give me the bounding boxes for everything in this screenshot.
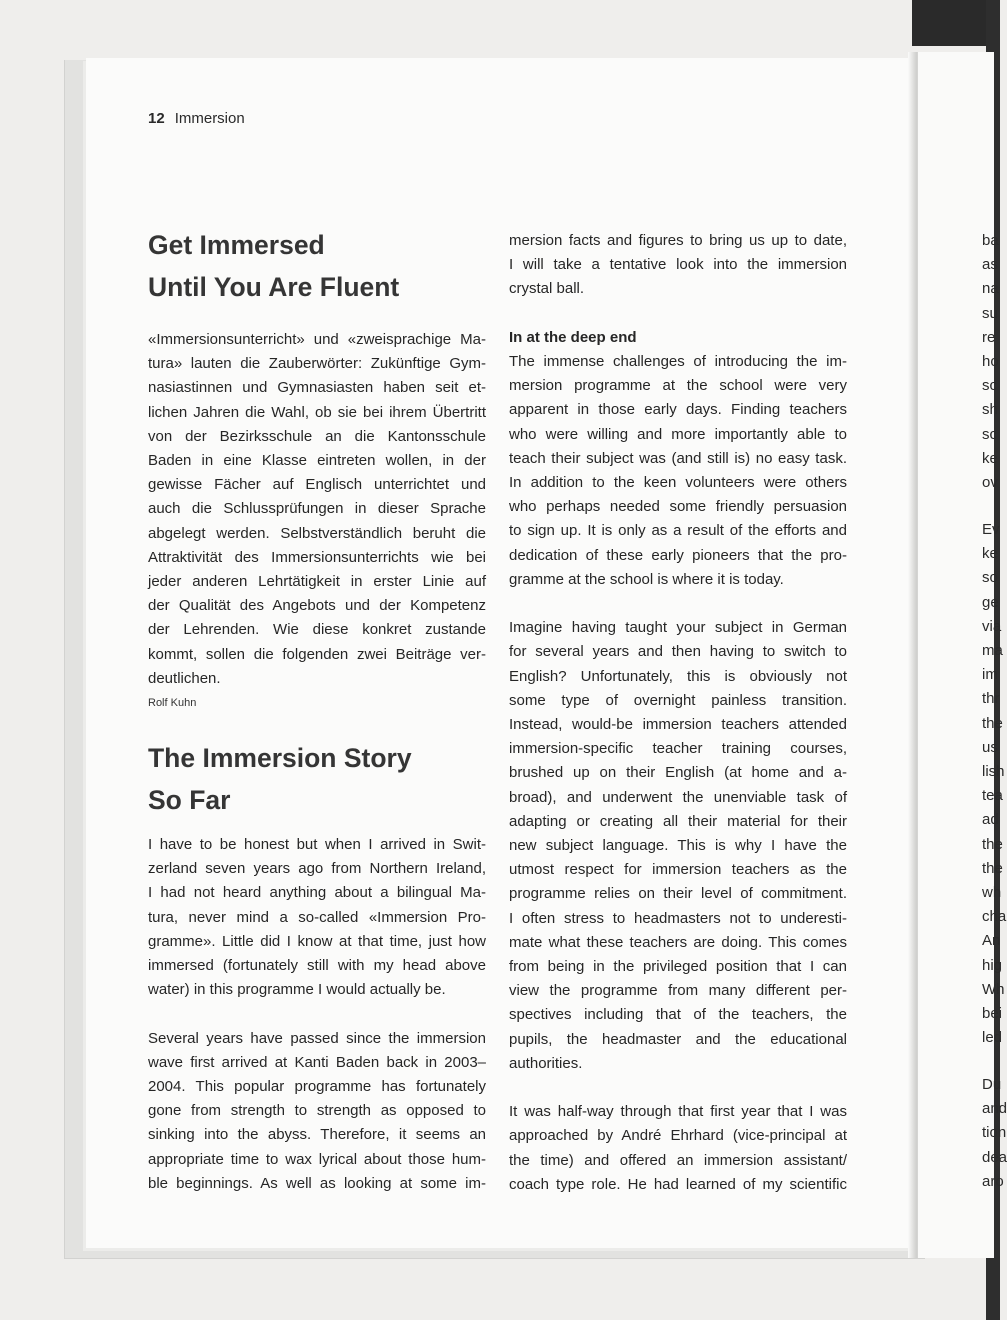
facing-page-fragment: An bbox=[982, 932, 1001, 950]
facing-page-fragment: sc bbox=[982, 425, 997, 443]
facing-page-fragment: the bbox=[982, 835, 1003, 853]
text-line: appropriate time to wax lyrical about those hum- bbox=[148, 1150, 486, 1168]
text-line: auch die Schlussprüfungen in dieser Sprache bbox=[148, 500, 486, 518]
text-line: programme relies on their level of commitment. bbox=[509, 885, 847, 903]
facing-page-fragment: sh bbox=[982, 401, 998, 419]
text-line: zerland seven years ago from Northern Ireland, bbox=[148, 860, 486, 878]
article1-lead bbox=[148, 328, 486, 691]
text-line: gramme at the school is where it is today. bbox=[509, 570, 784, 588]
continuation-paragraph bbox=[509, 229, 847, 302]
text-line: English? Unfortunately, this is obviously not bbox=[509, 667, 847, 685]
article1-title-line: Get Immersed bbox=[148, 230, 325, 260]
text-line: approached by André Ehrhard (vice-principal at bbox=[509, 1127, 847, 1145]
article1-title-line: Until You Are Fluent bbox=[148, 272, 400, 302]
text-line: immersed (fortunately still with my head above bbox=[148, 957, 486, 975]
section-title: Immersion bbox=[174, 110, 245, 127]
facing-page-fragment: sc bbox=[982, 377, 997, 395]
text-line: Baden in eine Klasse eintreten wollen, in der bbox=[148, 452, 486, 470]
article2-paragraph-2 bbox=[148, 1027, 486, 1196]
facing-page-fragment: Ev bbox=[982, 521, 1000, 538]
text-line: deutlichen. bbox=[148, 669, 221, 687]
text-line: I will take a tentative look into the immersion bbox=[509, 256, 847, 274]
facing-page-fragment: led bbox=[982, 1029, 1003, 1047]
text-line: spectives including that of the teachers, the bbox=[509, 1006, 847, 1024]
text-line: nasiastinnen und Gymnasiasten haben seit et- bbox=[148, 379, 486, 397]
facing-page bbox=[918, 52, 1007, 1258]
text-line: for several years and then having to switch to bbox=[509, 643, 847, 661]
text-line: Imagine having taught your subject in German bbox=[509, 619, 847, 637]
facing-page-fragment: ad bbox=[982, 811, 999, 829]
text-line: 2004. This popular programme has fortunately bbox=[148, 1078, 486, 1096]
text-line: apparent in those early days. Finding teachers bbox=[509, 401, 847, 419]
article2-paragraph-1 bbox=[148, 833, 486, 1002]
facing-page-fragment: so bbox=[982, 569, 998, 587]
facing-page-fragment: ho bbox=[982, 353, 999, 370]
facing-page-fragment: hig bbox=[982, 956, 1003, 974]
text-line: brushed up on their English (at home and a- bbox=[509, 764, 847, 782]
facing-page-fragment: wh bbox=[982, 884, 1002, 901]
facing-page-fragment: re bbox=[982, 328, 996, 346]
article2-title-line: The Immersion Story bbox=[148, 743, 412, 774]
text-line: dedication of these early pioneers that the pro- bbox=[509, 546, 847, 564]
text-line: lichen Jahren die Wahl, ob sie bei ihrem Übertritt bbox=[148, 403, 486, 421]
facing-page-fragment: us bbox=[982, 738, 998, 756]
text-line: mersion programme at the school were very bbox=[509, 377, 847, 395]
text-line: gewisse Fächer auf Englisch unterrichtet und bbox=[148, 476, 486, 494]
text-line: der Qualität des Angebots und der Kompetenz bbox=[148, 597, 486, 615]
left-column bbox=[148, 224, 486, 1196]
text-line: utmost respect for immersion teachers as the bbox=[509, 861, 847, 879]
facing-page-fragment: cha bbox=[982, 908, 1007, 926]
text-line: coach type role. He had learned of my scientific bbox=[509, 1175, 847, 1193]
text-line: immersion-specific teacher training courses, bbox=[509, 740, 847, 758]
paragraph-1 bbox=[509, 350, 847, 592]
facing-page-fragment: as bbox=[982, 256, 998, 274]
text-line: «Immersionsunterricht» und «zweisprachige Ma- bbox=[148, 331, 486, 348]
facing-page-fragment: ge bbox=[982, 593, 999, 611]
article2-title bbox=[148, 737, 486, 821]
facing-page-fragment: ov bbox=[982, 474, 998, 491]
article1-title bbox=[148, 224, 486, 308]
text-line: authorities. bbox=[509, 1054, 583, 1072]
text-line: ble beginnings. As well as looking at some im- bbox=[148, 1174, 486, 1192]
text-line: new subject language. This is why I have the bbox=[509, 837, 847, 855]
text-line: view the programme from many different per- bbox=[509, 982, 847, 1000]
text-line: jeder anderen Lehrtätigkeit in erster Linie auf bbox=[148, 573, 486, 591]
text-line: der Lehrenden. Wie diese konkret zustande bbox=[148, 621, 486, 639]
text-line: crystal ball. bbox=[509, 280, 585, 298]
text-line: Several years have passed since the immersion bbox=[148, 1029, 486, 1047]
facing-page-fragment: tion bbox=[982, 1124, 1007, 1142]
facing-page-fragment: Wh bbox=[982, 980, 1005, 998]
text-line: sinking into the abyss. Therefore, it seems an bbox=[148, 1126, 486, 1144]
text-line: gone from strength to strength as opposed to bbox=[148, 1102, 486, 1120]
text-line: I often stress to headmasters not to underesti- bbox=[509, 909, 847, 927]
right-column bbox=[509, 229, 847, 1197]
text-line: mersion facts and figures to bring us up to date, bbox=[509, 232, 847, 249]
text-line: adapting or creating all their material for their bbox=[509, 812, 847, 830]
facing-page-fragment: Du bbox=[982, 1076, 1002, 1093]
facing-page-fragment: thr bbox=[982, 690, 1000, 708]
text-line: broad), and underwent the unenviable task of bbox=[509, 788, 847, 806]
text-line: who were willing and more importantly able to bbox=[509, 425, 847, 443]
page-number: 12 bbox=[148, 110, 165, 127]
text-line: The immense challenges of introducing the im- bbox=[509, 353, 847, 370]
facing-page-fragment: tea bbox=[982, 787, 1003, 805]
facing-page-fragment: su bbox=[982, 304, 998, 322]
text-line: wave first arrived at Kanti Baden back in 2003– bbox=[148, 1053, 486, 1071]
facing-page-fragment: im bbox=[982, 666, 998, 684]
facing-page-fragment: via bbox=[982, 617, 1002, 635]
text-line: water) in this programme I would actually be. bbox=[148, 981, 446, 999]
facing-page-fragment: the bbox=[982, 714, 1003, 732]
facing-page-fragment: ba bbox=[982, 232, 999, 249]
text-line: In addition to the keen volunteers were others bbox=[509, 474, 847, 492]
text-line: Instead, would-be immersion teachers attended bbox=[509, 716, 847, 734]
text-line: It was half-way through that first year that I was bbox=[509, 1103, 847, 1121]
text-line: kommt, sollen die folgenden zwei Beiträge ver- bbox=[148, 645, 486, 663]
text-line: mate what these teachers are doing. This comes bbox=[509, 933, 847, 951]
facing-page-fragment: aro bbox=[982, 1172, 1004, 1190]
text-line: tura, never mind a so-called «Immersion Pro- bbox=[148, 908, 486, 926]
byline: Rolf Kuhn bbox=[148, 697, 197, 710]
text-line: the time) and offered an immersion assistant/ bbox=[509, 1151, 847, 1169]
facing-page-fragment: ke bbox=[982, 449, 998, 467]
facing-page-fragment: and bbox=[982, 1100, 1007, 1118]
text-line: pupils, the headmaster and the educational bbox=[509, 1030, 847, 1048]
text-line: some type of overnight painless transition. bbox=[509, 691, 847, 709]
subheading: In at the deep end bbox=[509, 328, 637, 346]
text-line: gramme». Little did I know at that time, just how bbox=[148, 932, 486, 950]
facing-page-fragment: na bbox=[982, 280, 999, 298]
facing-page-fragment: ma bbox=[982, 642, 1003, 659]
running-header bbox=[148, 110, 245, 127]
text-line: from being in the privileged position that I can bbox=[509, 958, 847, 976]
facing-page-fragment: dea bbox=[982, 1148, 1007, 1166]
article2-title-line: So Far bbox=[148, 785, 231, 816]
text-line: who perhaps needed some friendly persuasion bbox=[509, 498, 847, 516]
facing-page-fragment: ke bbox=[982, 545, 998, 563]
facing-page-fragment: the bbox=[982, 859, 1003, 877]
paragraph-2 bbox=[509, 616, 847, 1076]
text-line: von der Bezirksschule an die Kantonsschule bbox=[148, 427, 486, 445]
text-line: abgelegt werden. Selbstverständlich beruht die bbox=[148, 524, 486, 542]
text-line: tura» lauten die Zauberwörter: Zukünftige Gym- bbox=[148, 355, 486, 373]
text-line: I had not heard anything about a bilingual Ma- bbox=[148, 884, 486, 902]
text-line: I have to be honest but when I arrived in Swit- bbox=[148, 836, 486, 854]
text-line: to sign up. It is only as a result of the efforts and bbox=[509, 522, 847, 540]
text-line: teach their subject was (and still is) no easy task. bbox=[509, 449, 847, 467]
facing-page-fragment: lish bbox=[982, 763, 1005, 780]
paragraph-3 bbox=[509, 1100, 847, 1197]
facing-page-fragment: bei bbox=[982, 1005, 1003, 1022]
text-line: Attraktivität des Immersionsunterrichts wie bei bbox=[148, 548, 486, 566]
